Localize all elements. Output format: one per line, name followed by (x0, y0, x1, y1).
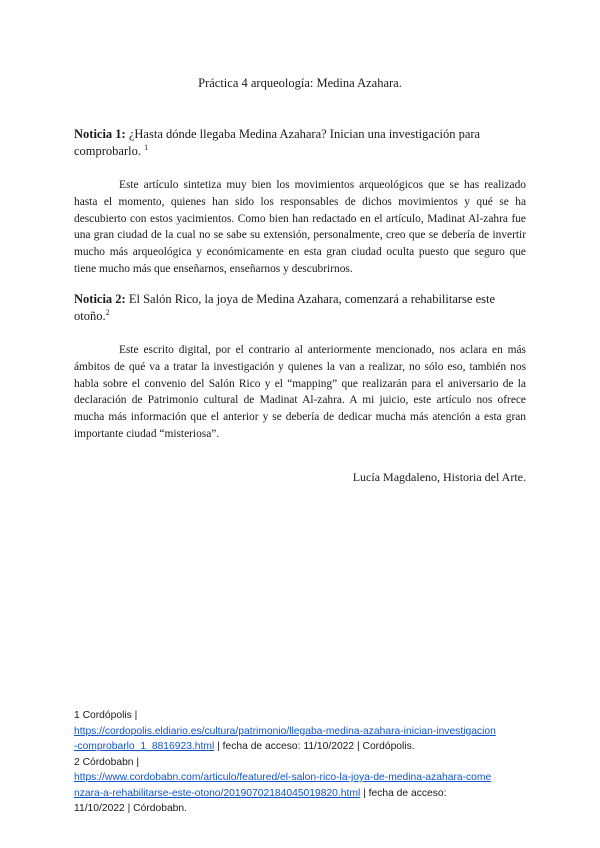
footnote-1-link-line-2 (74, 739, 526, 755)
footnote-1-suffix: | fecha de acceso: 11/10/2022 | Cordópolis. (214, 741, 415, 752)
footnote-2-link-cont[interactable]: nzara-a-rehabilitarse-este-otono/20190702184045019820.html (74, 787, 361, 799)
footnote-1-link-line-1 (74, 724, 526, 740)
footnote-2-link-line-2 (74, 786, 526, 802)
footnote-ref-1: 1 (144, 142, 149, 152)
footnote-2-suffix: | fecha de acceso: (360, 787, 447, 799)
news-1-label: Noticia 1: (74, 127, 126, 141)
footnote-ref-2: 2 (105, 307, 110, 317)
footnote-1-marker: 1 Cordópolis | (74, 710, 138, 721)
news-1-headline: ¿Hasta dónde llegaba Medina Azahara? Inician una investigación para comprobarlo. (74, 127, 481, 158)
footnotes (74, 708, 526, 817)
news-1-heading (74, 126, 526, 160)
footnote-2-link[interactable]: https://www.cordobabn.com/articulo/featured/el-salon-rico-la-joya-de-medina-azahara-come (74, 772, 492, 783)
signature: Lucía Magdaleno, Historia del Arte. (352, 470, 526, 484)
document-title: Práctica 4 arqueología: Medina Azahara. (198, 76, 402, 90)
news-2-heading (74, 291, 526, 325)
footnote-2-marker: 2 Córdobabn | (74, 756, 140, 768)
footnote-2-link-line-1 (74, 770, 526, 786)
news-1-body: Este artículo sintetiza muy bien los movimientos arqueológicos que se has realizado hasta el momento, quienes han sido los responsables de dichos movimientos y qué se ha descubierto con estos yacimientos. Como bien han redactado en el artículo, Madinat Al-zahra fue una gran ciudad de la cual no se sabe su extensión, personalmente, creo que se debería de invertir mucho más arqueológica y económicamente en esta gran ciudad oculta puesto que seguro que tiene mucho más que enseñarnos, enseñarnos y descubrirnos. (74, 179, 526, 275)
news-2-label: Noticia 2: (74, 292, 126, 306)
footnote-1-link-cont[interactable]: -comprobarlo_1_8816923.html (74, 741, 215, 752)
news-2-headline: El Salón Rico, la joya de Medina Azahara, comenzará a rehabilitarse este otoño. (74, 292, 496, 323)
footnote-2-last-line: 11/10/2022 | Córdobabn. (74, 803, 187, 814)
footnote-1-link[interactable]: https://cordopolis.eldiario.es/cultura/patrimonio/llegaba-medina-azahara-inician-investigacion (74, 725, 496, 737)
news-2-body: Este escrito digital, por el contrario al anteriormente mencionado, nos aclara en más ámbitos de qué va a tratar la investigación y quienes la van a realizar, no sólo eso, también nos habla sobre el convenio del Salón Rico y el “mapping” que realizarán para el aniversario de la declaración de Patrimonio cultural de Madinat Al-zahra. A mi juicio, este artículo nos ofrece mucha más información que el anterior y se debería de dedicar mucha más atención a esta gran importante ciudad “misteriosa”. (74, 344, 526, 440)
